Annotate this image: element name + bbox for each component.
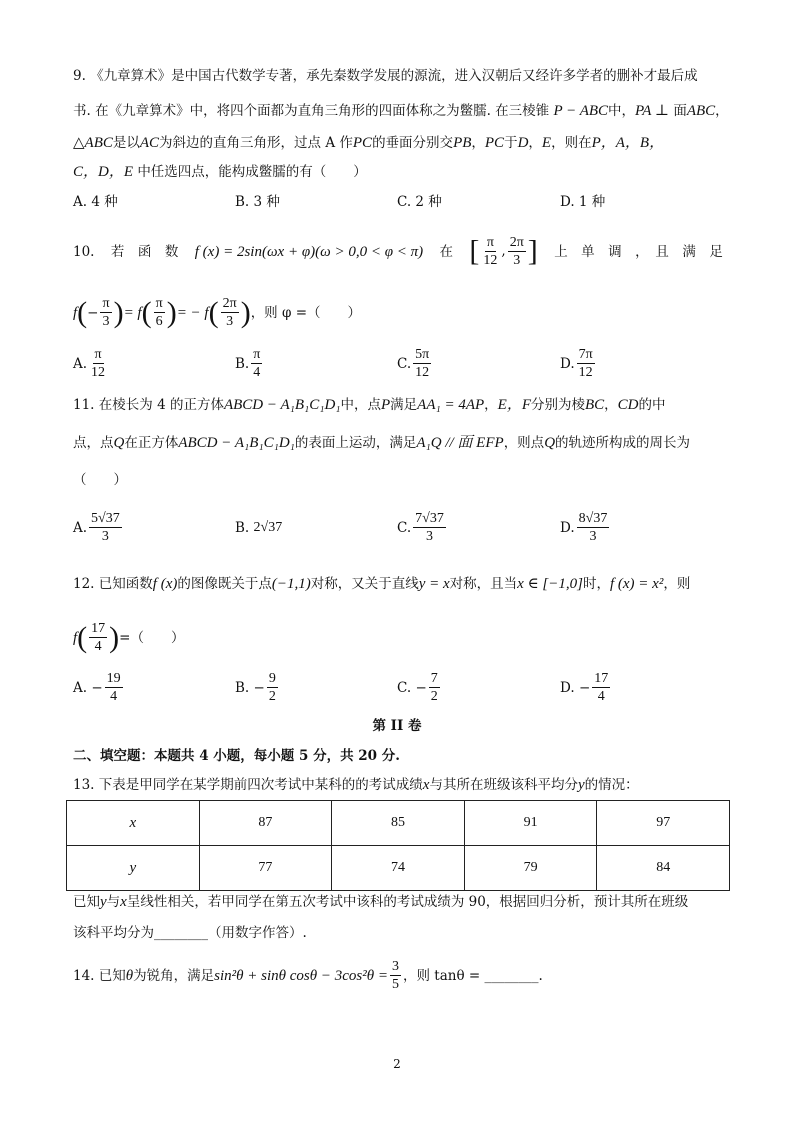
- q10-function: f (x) = 2sin(ωx + φ)(ω > 0,0 < φ < π): [194, 243, 424, 260]
- q12-text: 对称，又关于直线: [310, 576, 419, 592]
- page-number: 2: [393, 1057, 401, 1071]
- q10-interval: [ $\frac{\pi}{12}$ , $\frac{2\pi}{3}$ ]: [469, 234, 538, 268]
- q9-math: P，A，B，: [591, 135, 665, 151]
- q13-text: 呈线性相关，若甲同学在第五次考试中该科的考试成绩为 90，根据回归分析，预计其所在班级: [126, 894, 689, 910]
- q13-after-line-1: [73, 892, 688, 912]
- q12-math: x ∈ [−1,0]: [517, 576, 583, 592]
- q11-vector-condition: AA₁ = 4AP: [417, 397, 485, 413]
- q10-math: = − f: [176, 304, 209, 321]
- q14-math: θ: [125, 967, 134, 984]
- q10-option-a[interactable]: A. $\frac{\pi}{12}$: [73, 347, 106, 380]
- left-paren: (: [141, 295, 152, 329]
- q9-line-2: [73, 101, 729, 121]
- q10-text: ，则 φ =（ ）: [250, 304, 362, 321]
- q13-text: 与其所在班级该科平均分: [429, 777, 578, 793]
- q12-text: 的图像既关于点: [177, 576, 272, 592]
- q13-math: x: [120, 894, 127, 910]
- table-cell: 85: [332, 801, 465, 846]
- table-cell: 79: [464, 846, 597, 891]
- q11-text: 点，点: [73, 435, 114, 451]
- table-cell: 84: [597, 846, 730, 891]
- right-paren: ): [166, 295, 177, 329]
- q9-math: D: [517, 135, 529, 151]
- q12-text: =（ ）: [119, 629, 185, 646]
- q9-math: E: [541, 135, 552, 151]
- q9-text: ，则在: [551, 135, 592, 151]
- q12-option-c[interactable]: C. − $\frac{7}{2}$: [397, 671, 438, 704]
- q13-number: 13.: [73, 777, 95, 793]
- q9-option-c[interactable]: C. 2 种: [397, 194, 442, 210]
- section-heading: 二、填空题：本题共 4 小题，每小题 5 分，共 20 分.: [73, 748, 400, 764]
- q9-math: PB: [453, 135, 472, 151]
- q11-text: ，: [604, 397, 618, 413]
- q9-text: 中，: [608, 103, 636, 119]
- q10-text: 在: [439, 243, 454, 260]
- q9-line-1: [73, 66, 698, 86]
- q10-option-c[interactable]: C. $\frac{5\pi}{12}$: [397, 347, 430, 380]
- table-cell: 77: [199, 846, 332, 891]
- q11-option-b[interactable]: B. 2√37: [235, 520, 283, 536]
- fraction: $\frac{\pi}{12}$: [483, 235, 498, 268]
- q9-number: 9.: [73, 68, 86, 84]
- q9-text: 于: [504, 135, 518, 151]
- fraction: $\frac{\pi}{6}$: [155, 296, 163, 329]
- q11-option-d[interactable]: D. $\frac{8√37}{3}$: [560, 511, 608, 544]
- q13-text: 已知: [73, 894, 100, 910]
- q11-text: 的中: [638, 397, 666, 413]
- q11-math: Q: [113, 435, 125, 451]
- q10-text: 上 单 调 ， 且 满 足: [554, 243, 723, 260]
- q12-text: ，则: [663, 576, 691, 592]
- q13-math: x: [422, 777, 430, 793]
- q10-option-d[interactable]: D. $\frac{7\pi}{12}$: [560, 347, 593, 380]
- q11-line-1: [73, 395, 666, 415]
- q9-text: ，: [715, 103, 729, 119]
- q11-text: ，则点: [503, 435, 545, 451]
- q14-equation: sin²θ + sinθ cosθ − 3cos²θ =: [214, 967, 388, 984]
- table-cell: y: [67, 846, 200, 891]
- q13-math: y: [100, 894, 107, 910]
- q9-math: C，D，E: [73, 164, 134, 180]
- q14-text: 已知: [98, 967, 126, 984]
- table-cell: 97: [597, 801, 730, 846]
- q12-option-a[interactable]: A. − $\frac{19}{4}$: [73, 671, 121, 704]
- minus-sign: −: [87, 304, 99, 321]
- table-cell: 91: [464, 801, 597, 846]
- q14-number: 14.: [73, 967, 95, 984]
- q11-text: ，: [484, 397, 498, 413]
- q9-text: ，: [528, 135, 542, 151]
- table-cell: 74: [332, 846, 465, 891]
- fraction: $\frac{17}{4}$: [91, 621, 106, 654]
- q12-option-d[interactable]: D. − $\frac{17}{4}$: [560, 671, 609, 704]
- q10-option-b[interactable]: B. $\frac{\pi}{4}$: [235, 347, 261, 380]
- q9-option-b[interactable]: B. 3 种: [235, 194, 280, 210]
- right-paren: ): [109, 620, 120, 654]
- table-cell: x: [67, 801, 200, 846]
- left-paren: (: [77, 295, 88, 329]
- q9-math: AC: [139, 135, 160, 151]
- q10-math: = f: [123, 304, 142, 321]
- q10-math: f: [73, 304, 78, 321]
- q12-line-1: [73, 574, 690, 594]
- q9-math: △ABC: [73, 135, 113, 151]
- q9-text: 为斜边的直角三角形，过点 A 作: [159, 135, 353, 151]
- right-bracket: ]: [527, 234, 538, 268]
- q9-line-4: [73, 162, 367, 182]
- left-paren: (: [77, 620, 88, 654]
- q9-math: ABC: [686, 103, 716, 119]
- q9-option-a[interactable]: A. 4 种: [73, 194, 118, 210]
- q10-text: 若 函 数: [110, 243, 179, 260]
- q11-option-c[interactable]: C. $\frac{7√37}{3}$: [397, 511, 444, 544]
- q12-text: 已知函数: [98, 576, 153, 592]
- q12-line-2: [73, 620, 184, 655]
- q11-text: 满足: [390, 397, 418, 413]
- q9-text: 的垂面分别交: [372, 135, 454, 151]
- left-paren: (: [208, 295, 219, 329]
- q9-text: 书. 在《九章算术》中，将四个面都为直角三角形的四面体称之为鳖臑. 在三棱锥: [73, 103, 550, 119]
- q12-math: (−1,1): [271, 576, 311, 592]
- q9-math: PC: [352, 135, 373, 151]
- q9-math: P − ABC: [553, 103, 609, 119]
- table-cell: 87: [199, 801, 332, 846]
- q11-math: ABCD − A₁B₁C₁D₁: [178, 435, 295, 451]
- q9-text: 面: [673, 103, 687, 119]
- q11-math: Q: [544, 435, 556, 451]
- q11-option-a[interactable]: A. $\frac{5√37}{3}$: [73, 511, 120, 544]
- left-bracket: [: [469, 234, 480, 268]
- q11-text: 中，点: [340, 397, 381, 413]
- q11-math: E，F: [497, 397, 531, 413]
- q12-text: 对称，且当: [449, 576, 518, 592]
- q13-math: y: [577, 777, 585, 793]
- q11-math: ABCD − A₁B₁C₁D₁: [223, 397, 341, 413]
- q10-number: 10.: [73, 243, 95, 260]
- q9-option-d[interactable]: D. 1 种: [560, 194, 606, 210]
- q9-math: PC: [484, 135, 505, 151]
- q12-number: 12.: [73, 576, 95, 592]
- q11-text: 在棱长为 4 的正方体: [98, 397, 224, 413]
- data-table: [66, 800, 730, 891]
- q11-text: 的轨迹所构成的周长为: [555, 435, 691, 451]
- table-row: [67, 846, 730, 891]
- q11-math: P: [381, 397, 391, 413]
- section-title: 第 II 卷: [372, 718, 422, 734]
- q12-option-b[interactable]: B. − $\frac{9}{2}$: [235, 671, 276, 704]
- q9-text: 是以: [112, 135, 140, 151]
- q11-math: A₁Q // 面 EFP: [416, 435, 504, 451]
- q14-text: 为锐角，满足: [133, 967, 215, 984]
- q9-text: 《九章算术》是中国古代数学专著，承先秦数学发展的源流，进入汉朝后又经许多学者的删补才最后成: [90, 68, 698, 84]
- q14-answer-blank[interactable]: ，则 tanθ = ________.: [403, 967, 543, 984]
- q13-text: 下表是甲同学在某学期前四次考试中某科的的考试成绩: [98, 777, 423, 793]
- q12-text: 时，: [582, 576, 610, 592]
- q9-math: PA ⊥: [635, 103, 670, 119]
- table-row: [67, 801, 730, 846]
- q9-line-3: [73, 133, 664, 153]
- fraction: $\frac{3}{5}$: [392, 959, 399, 992]
- q13-after-line-2[interactable]: 该科平均分为________（用数字作答）.: [73, 925, 307, 941]
- fraction: $\frac{2\pi}{3}$: [222, 296, 237, 329]
- q12-math: f (x): [152, 576, 178, 592]
- q11-math: BC: [585, 397, 605, 413]
- q13-intro: [73, 775, 639, 795]
- q9-text: 中任选四点，能构成鳖臑的有（ ）: [137, 164, 367, 180]
- q11-text: 在正方体: [124, 435, 179, 451]
- right-paren: ): [113, 295, 124, 329]
- q12-math: f: [73, 629, 78, 646]
- q10-line-1: [73, 234, 723, 269]
- q11-math: CD: [617, 397, 639, 413]
- q9-text: ，: [471, 135, 485, 151]
- q11-line-3: （ ）: [73, 472, 127, 488]
- q11-number: 11.: [73, 397, 95, 413]
- right-paren: ): [240, 295, 251, 329]
- q12-math: f (x) = x²: [609, 576, 664, 592]
- q10-line-2: [73, 295, 361, 330]
- q11-line-2: [73, 433, 690, 453]
- q13-text: 与: [106, 894, 121, 910]
- fraction: $\frac{2\pi}{3}$: [509, 235, 524, 268]
- q14-line: [73, 958, 543, 993]
- fraction: $\frac{\pi}{3}$: [102, 296, 110, 329]
- q12-math: y = x: [418, 576, 450, 592]
- q11-text: 的表面上运动，满足: [294, 435, 417, 451]
- q13-text: 的情况：: [584, 777, 639, 793]
- q11-text: 分别为棱: [531, 397, 585, 413]
